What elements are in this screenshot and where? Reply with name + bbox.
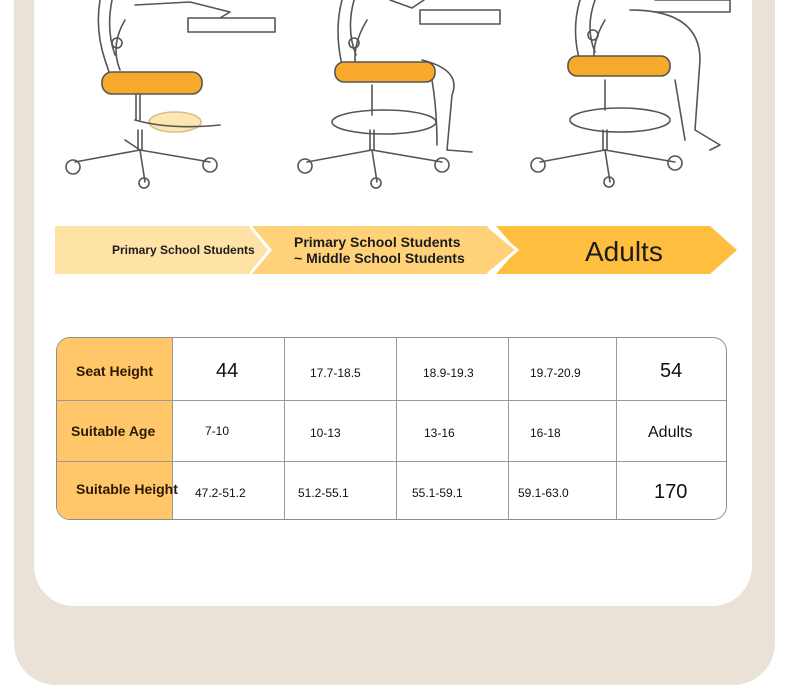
stage-2-label-line1: Primary School Students bbox=[294, 234, 461, 250]
stage-3-label: Adults bbox=[585, 236, 663, 267]
table-cell: 16-18 bbox=[530, 426, 561, 440]
table-cell: Adults bbox=[648, 424, 693, 441]
row-header-suitable-age: Suitable Age bbox=[71, 423, 156, 439]
row-header-suitable-height: Suitable Height bbox=[76, 481, 178, 497]
stage-1-label: Primary School Students bbox=[112, 243, 255, 257]
table-cell: 44 bbox=[216, 360, 239, 382]
table-cell: 54 bbox=[660, 360, 683, 382]
table-cell: 19.7-20.9 bbox=[530, 366, 581, 380]
table-cell: 10-13 bbox=[310, 426, 341, 440]
table-cell: 18.9-19.3 bbox=[423, 366, 474, 380]
table-cell: 13-16 bbox=[424, 426, 455, 440]
row-header-seat-height: Seat Height bbox=[76, 363, 154, 379]
table-cell: 7-10 bbox=[205, 424, 230, 438]
size-table bbox=[56, 337, 727, 520]
table-cell: 170 bbox=[654, 481, 688, 503]
table-cell: 47.2-51.2 bbox=[195, 486, 246, 500]
stage-2-label bbox=[294, 234, 465, 266]
table-cell: 17.7-18.5 bbox=[310, 366, 361, 380]
table-cell: 59.1-63.0 bbox=[518, 486, 569, 500]
table-cell: 55.1-59.1 bbox=[412, 486, 463, 500]
table-cell: 51.2-55.1 bbox=[298, 486, 349, 500]
stage-2-label-line2: ~ Middle School Students bbox=[294, 250, 465, 266]
